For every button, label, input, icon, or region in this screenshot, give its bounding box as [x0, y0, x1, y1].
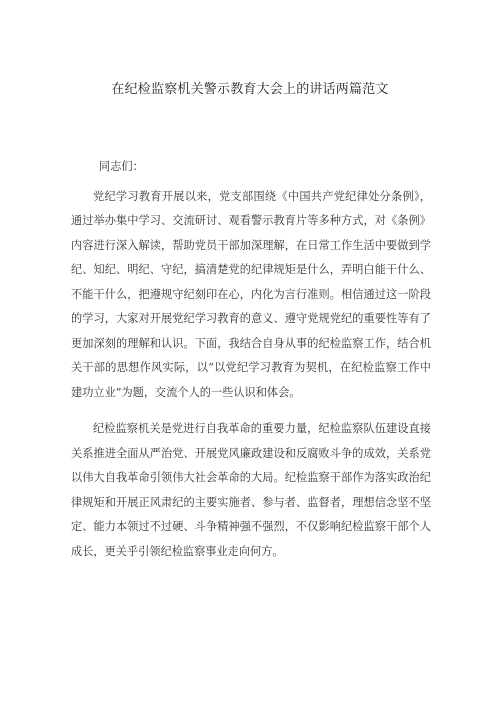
greeting: 同志们：: [99, 160, 144, 173]
paragraph-2: 纪检监察机关是党进行自我革命的重要力量，纪检监察队伍建设直接关系推进全面从严治党、开展党风廉政建设和反腐败斗争的成效，关系党以伟大自我革命引领伟大社会革命的大局。纪检监察干部作为落实政治纪律规矩和开展正风肃纪的主要实施者、参与者、监督者，理想信念坚不坚定、能力本领过不过硬、斗争精神强不强烈，不仅影响纪检监察干部个人成长，更关乎引领纪检监察事业走向何方。: [71, 422, 431, 558]
paragraph-1: 党纪学习教育开展以来，党支部围绕《中国共产党纪律处分条例》，通过举办集中学习、交流研讨、观看警示教育片等多种方式，对《条例》内容进行深入解读，帮助党员干部加深理解，在日常工作生活中要做到学纪、知纪、明纪、守纪，搞清楚党的纪律规矩是什么，弄明白能干什么、不能干什么，把遵规守纪刻印在心，内化为言行准则。相信通过这一阶段的学习，大家对开展党纪学习教育的意义、遵守党规党纪的重要性等有了更加深刻的理解和认识。下面，我结合自身从事的纪检监察工作，结合机关干部的思想作风实际，以“以党纪学习教育为契机，在纪检监察工作中建功立业”为题，交流个人的一些认识和体会。: [71, 189, 431, 399]
document-body: [71, 155, 431, 576]
document-title: 在纪检监察机关警示教育大会上的讲话两篇范文: [111, 82, 389, 97]
